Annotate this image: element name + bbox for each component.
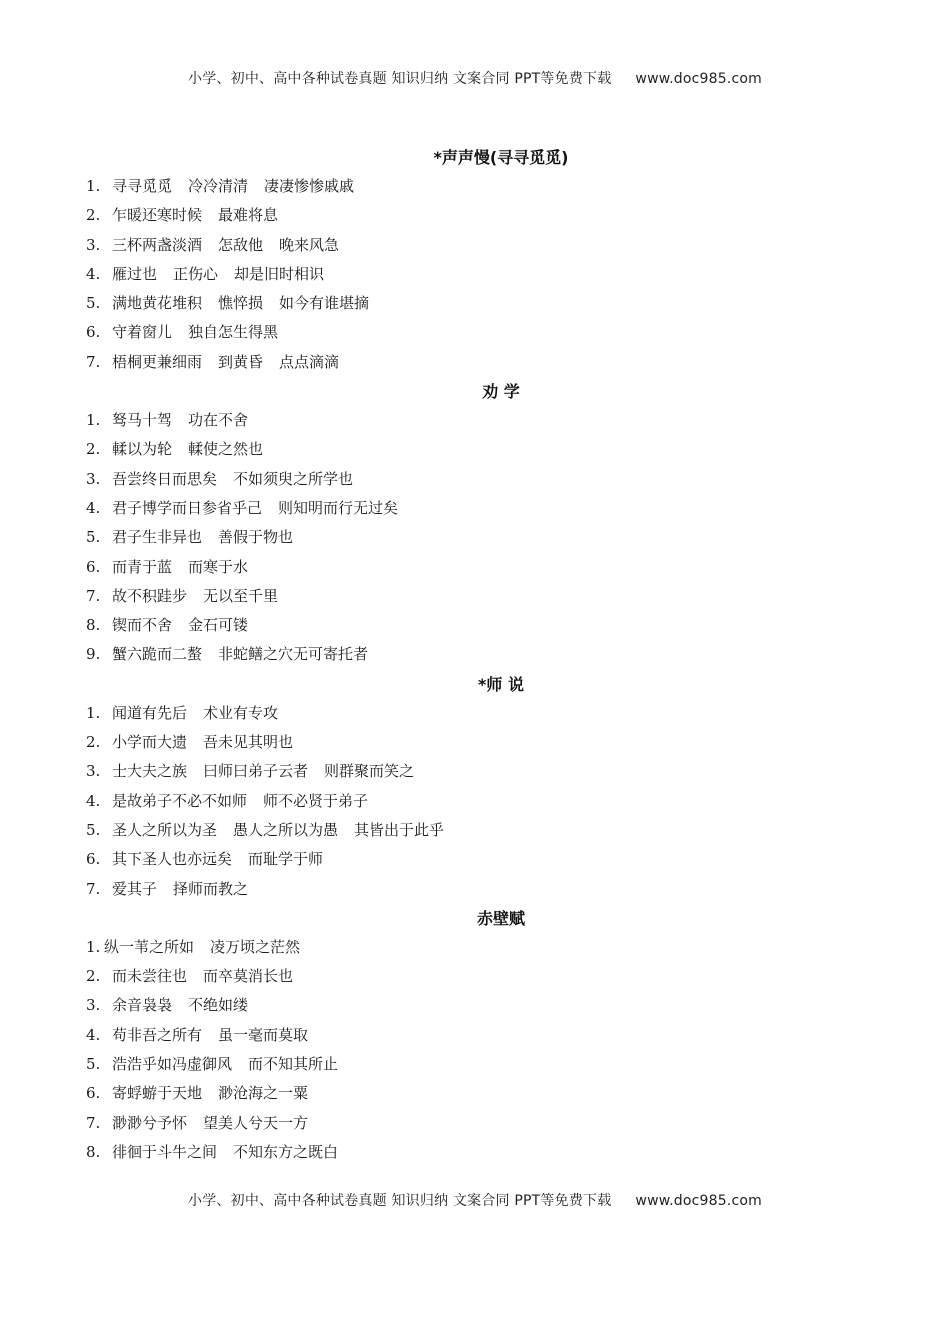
- verse-segment: 爱其子: [112, 879, 158, 898]
- verse-segment: 故不积跬步: [112, 586, 188, 605]
- verse-segment: 锲而不舍: [112, 616, 173, 635]
- verse-line: [86, 582, 866, 611]
- line-number: 7.: [86, 352, 101, 371]
- verse-line: [86, 318, 866, 347]
- verse-segment: 闻道有先后: [112, 703, 188, 722]
- verse-segment: 輮使之然也: [188, 440, 264, 459]
- verse-segment: 点点滴滴: [279, 352, 340, 371]
- verse-segment: 苟非吾之所有: [112, 1025, 203, 1044]
- line-number: 3.: [86, 235, 101, 254]
- verse-segment: 虽一毫而莫取: [218, 1025, 309, 1044]
- verse-segment: 而不知其所止: [248, 1055, 339, 1074]
- document-body: [86, 143, 866, 1167]
- verse-segment: 善假于物也: [218, 528, 294, 547]
- verse-segment: 余音袅袅: [112, 996, 173, 1015]
- verse-line: [86, 728, 866, 757]
- line-number: 2.: [86, 733, 101, 752]
- verse-segment: 君子生非异也: [112, 528, 203, 547]
- page-footer: [0, 1190, 950, 1210]
- verse-segment: 而卒莫消长也: [203, 967, 294, 986]
- verse-line: [86, 406, 866, 435]
- line-number: 7.: [86, 586, 101, 605]
- verse-segment: 不如须臾之所学也: [233, 469, 354, 488]
- line-number: 4.: [86, 264, 101, 283]
- verse-line: [86, 231, 866, 260]
- verse-segment: 金石可镂: [188, 616, 249, 635]
- verse-segment: 士大夫之族: [112, 762, 188, 781]
- line-number: 1.: [86, 411, 101, 430]
- verse-line: [86, 991, 866, 1020]
- line-number: 5.: [86, 294, 101, 313]
- verse-line: [86, 348, 866, 377]
- verse-segment: 愚人之所以为愚: [233, 820, 339, 839]
- verse-segment: 蟹六跪而二螯: [112, 645, 203, 664]
- verse-line: [86, 933, 866, 962]
- verse-segment: 君子博学而日参省乎己: [112, 498, 263, 517]
- verse-segment: 非蛇鳝之穴无可寄托者: [218, 645, 369, 664]
- verse-line: [86, 435, 866, 464]
- verse-segment: 凄凄惨惨戚戚: [264, 177, 355, 195]
- line-number: 1.: [86, 937, 101, 956]
- verse-line: [86, 465, 866, 494]
- verse-line: [86, 260, 866, 289]
- verse-line: [86, 553, 866, 582]
- section-title: 赤壁赋: [476, 908, 525, 928]
- verse-segment: 曰师曰弟子云者: [203, 762, 309, 781]
- verse-line: [86, 523, 866, 552]
- line-number: 1.: [86, 703, 101, 722]
- header-url[interactable]: www.doc985.com: [635, 71, 762, 87]
- line-number: 4.: [86, 1025, 101, 1044]
- verse-segment: 三杯两盏淡酒: [112, 235, 203, 254]
- verse-segment: 晚来风急: [279, 235, 340, 254]
- verse-segment: 冷冷清清: [188, 177, 249, 195]
- verse-segment: 守着窗儿: [112, 323, 173, 342]
- verse-line: [86, 640, 866, 669]
- verse-segment: 而未尝往也: [112, 967, 188, 986]
- verse-segment: 满地黄花堆积: [112, 294, 203, 313]
- line-number: 4.: [86, 498, 101, 517]
- line-number: 5.: [86, 820, 101, 839]
- verse-line: [86, 845, 866, 874]
- verse-segment: 徘徊于斗牛之间: [112, 1142, 218, 1161]
- verse-segment: 术业有专攻: [203, 703, 279, 722]
- verse-segment: 则群聚而笑之: [324, 762, 415, 781]
- verse-segment: 其下圣人也亦远矣: [112, 850, 233, 869]
- verse-segment: 梧桐更兼细雨: [112, 352, 203, 371]
- section-title: *师 说: [478, 674, 524, 694]
- verse-segment: 小学而大遗: [112, 733, 188, 752]
- verse-line: [86, 1021, 866, 1050]
- verse-segment: 无以至千里: [203, 586, 279, 605]
- verse-segment: 而青于蓝: [112, 557, 173, 576]
- verse-segment: 其皆出于此乎: [354, 820, 445, 839]
- line-number: 1.: [86, 177, 101, 195]
- line-number: 3.: [86, 762, 101, 781]
- line-number: 2.: [86, 440, 101, 459]
- verse-line: [86, 1079, 866, 1108]
- verse-line: [86, 289, 866, 318]
- verse-line: [86, 1050, 866, 1079]
- footer-url[interactable]: www.doc985.com: [635, 1193, 762, 1209]
- verse-segment: 如今有谁堪摘: [279, 294, 370, 313]
- verse-segment: 渺沧海之一粟: [218, 1084, 309, 1103]
- line-number: 6.: [86, 850, 101, 869]
- verse-line: [86, 172, 866, 201]
- line-number: 2.: [86, 206, 101, 225]
- verse-segment: 寻寻觅觅: [112, 177, 173, 195]
- line-number: 7.: [86, 1113, 101, 1132]
- header-text: 小学、初中、高中各种试卷真题 知识归纳 文案合同 PPT等免费下载: [188, 71, 612, 87]
- line-number: 8.: [86, 1142, 101, 1161]
- verse-segment: 浩浩乎如冯虚御风: [112, 1055, 233, 1074]
- verse-segment: 吾尝终日而思矣: [112, 469, 218, 488]
- verse-line: [86, 816, 866, 845]
- verse-segment: 则知明而行无过矣: [278, 498, 399, 517]
- line-number: 2.: [86, 967, 101, 986]
- verse-line: [86, 1138, 866, 1167]
- verse-line: [86, 962, 866, 991]
- verse-line: [86, 699, 866, 728]
- verse-segment: 不绝如缕: [188, 996, 249, 1015]
- verse-segment: 雁过也: [112, 264, 158, 283]
- verse-segment: 憔悴损: [218, 294, 264, 313]
- line-number: 4.: [86, 791, 101, 810]
- verse-segment: 纵一苇之所如: [104, 937, 195, 956]
- verse-segment: 择师而教之: [173, 879, 249, 898]
- page-header: [0, 68, 950, 88]
- verse-segment: 是故弟子不必不如师: [112, 791, 248, 810]
- verse-segment: 而耻学于师: [248, 850, 324, 869]
- verse-segment: 驽马十驾: [112, 411, 173, 430]
- section-title: 劝 学: [482, 382, 520, 402]
- verse-segment: 圣人之所以为圣: [112, 820, 218, 839]
- line-number: 5.: [86, 1055, 101, 1074]
- verse-segment: 师不必贤于弟子: [263, 791, 369, 810]
- verse-segment: 乍暖还寒时候: [112, 206, 203, 225]
- verse-segment: 渺渺兮予怀: [112, 1113, 188, 1132]
- line-number: 9.: [86, 645, 101, 664]
- verse-segment: 輮以为轮: [112, 440, 173, 459]
- footer-text: 小学、初中、高中各种试卷真题 知识归纳 文案合同 PPT等免费下载: [188, 1193, 612, 1209]
- line-number: 3.: [86, 469, 101, 488]
- verse-segment: 吾未见其明也: [203, 733, 294, 752]
- verse-segment: 怎敌他: [218, 235, 264, 254]
- section-title: *声声慢(寻寻觅觅): [433, 148, 569, 167]
- verse-segment: 正伤心: [173, 264, 219, 283]
- line-number: 7.: [86, 879, 101, 898]
- line-number: 3.: [86, 996, 101, 1015]
- line-number: 8.: [86, 616, 101, 635]
- verse-segment: 凌万顷之茫然: [210, 937, 301, 956]
- verse-segment: 独自怎生得黑: [188, 323, 279, 342]
- verse-line: [86, 787, 866, 816]
- line-number: 6.: [86, 323, 101, 342]
- verse-segment: 却是旧时相识: [234, 264, 325, 283]
- line-number: 6.: [86, 557, 101, 576]
- verse-segment: 不知东方之既白: [233, 1142, 339, 1161]
- verse-line: [86, 875, 866, 904]
- verse-segment: 功在不舍: [188, 411, 249, 430]
- verse-segment: 而寒于水: [188, 557, 249, 576]
- verse-line: [86, 201, 866, 230]
- verse-segment: 寄蜉蝣于天地: [112, 1084, 203, 1103]
- verse-line: [86, 757, 866, 786]
- verse-segment: 到黄昏: [218, 352, 264, 371]
- verse-line: [86, 1109, 866, 1138]
- verse-segment: 最难将息: [218, 206, 279, 225]
- line-number: 5.: [86, 528, 101, 547]
- verse-line: [86, 494, 866, 523]
- verse-segment: 望美人兮天一方: [203, 1113, 309, 1132]
- line-number: 6.: [86, 1084, 101, 1103]
- verse-line: [86, 611, 866, 640]
